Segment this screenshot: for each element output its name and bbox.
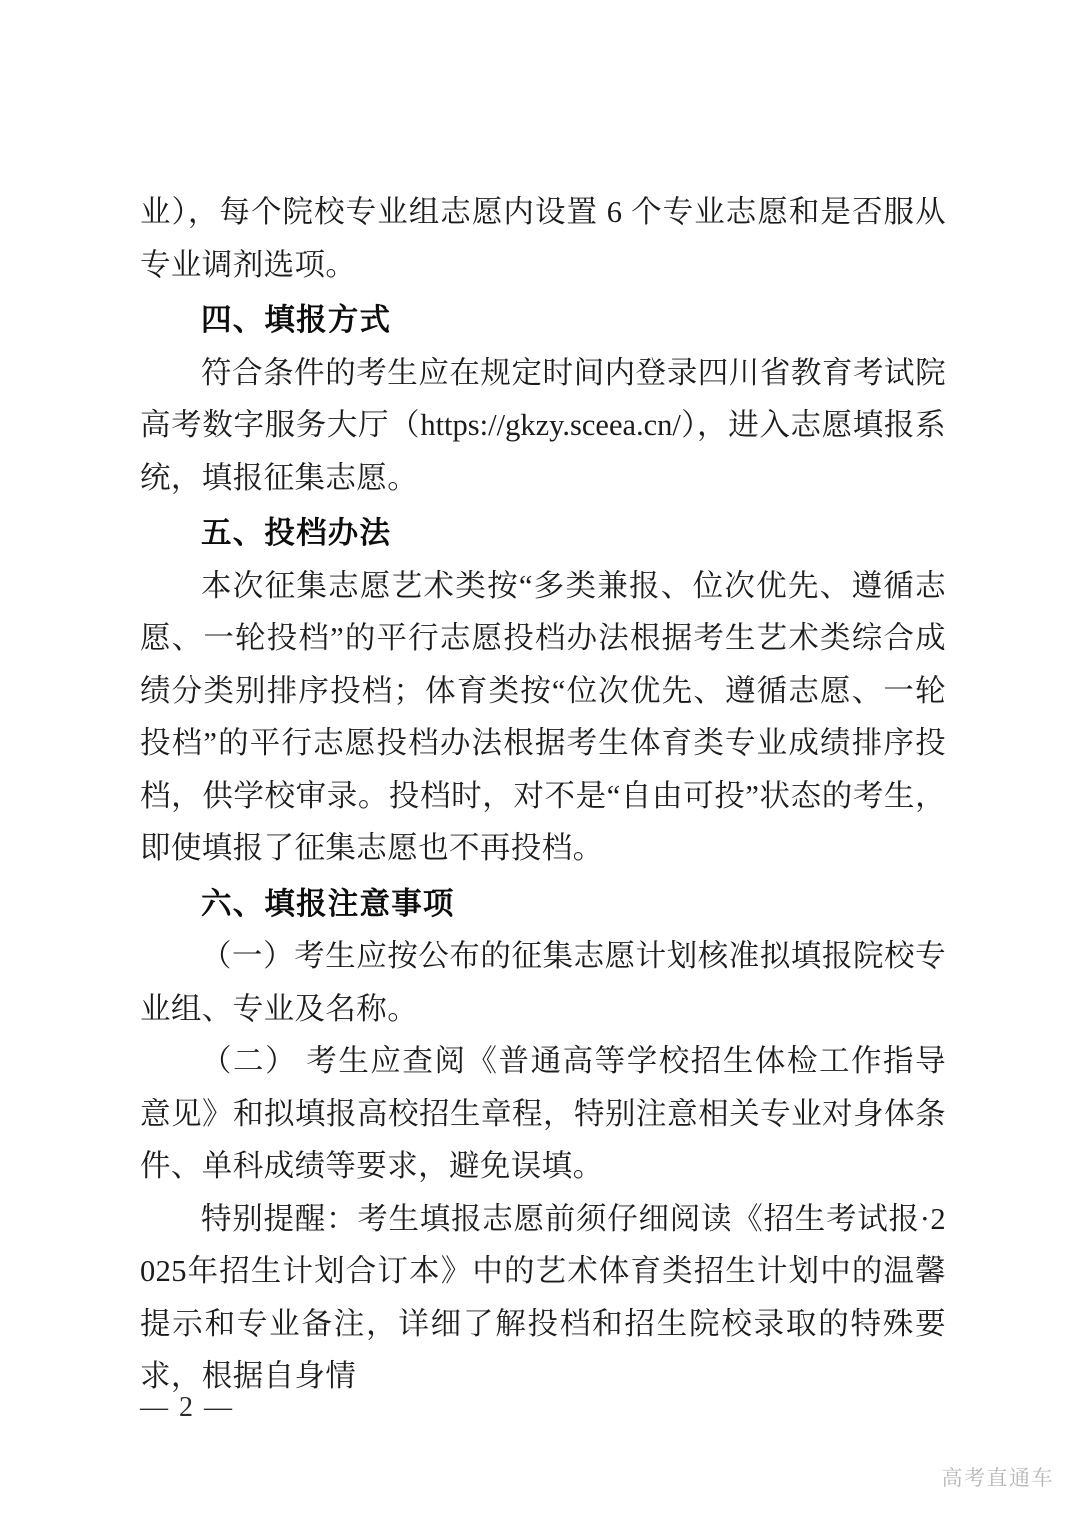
document-body [140,186,946,1403]
page-number: — 2 — [140,1392,234,1423]
paragraph-major-group-continuation: 业），每个院校专业组志愿内设置 6 个专业志愿和是否服从专业调剂选项。 [140,195,946,282]
portal-url: https://gkzy.sceea.cn/ [420,408,681,442]
paragraph-special-reminder: 特别提醒：考生填报志愿前须仔细阅读《招生考试报·2025年招生计划合订本》中的艺术体育类招生计划中的温馨提示和专业备注，详细了解投档和招生院校录取的特殊要求，根据自身情 [140,1201,946,1393]
heading-section-six: 六、填报注意事项 [201,886,455,921]
paragraph-section-five-body: 本次征集志愿艺术类按“多类兼报、位次优先、遵循志愿、一轮投档”的平行志愿投档办法根据考生艺术类综合成绩分类别排序投档；体育类按“位次优先、遵循志愿、一轮投档”的平行志愿投档办法根据考生体育类专业成绩排序投档，供学校审录。投档时，对不是“自由可投”状态的考生，即使填报了征集志愿也不再投档。 [140,568,946,865]
watermark: 高考直通车 [941,1467,1054,1490]
paragraph-section-four-body [140,347,946,505]
paragraph-item-two: （二） 考生应查阅《普通高等学校招生体检工作指导意见》和拟填报高校招生章程，特别注意相关专业对身体条件、单科成绩等要求，避免误填。 [140,1044,946,1183]
paragraph-item-one: （一）考生应按公布的征集志愿计划核准拟填报院校专业组、专业及名称。 [140,939,946,1026]
heading-section-five: 五、投档办法 [201,516,392,550]
paragraph-section-four-text-after-url: ），进入志愿填报系统，填报征集志愿。 [140,408,946,495]
paragraph-section-four-text-before-url: 符合条件的考生应在规定时间内登录四川省教育考试院高考数字服务大厅（ [140,355,946,442]
heading-section-four: 四、填报方式 [201,303,392,337]
